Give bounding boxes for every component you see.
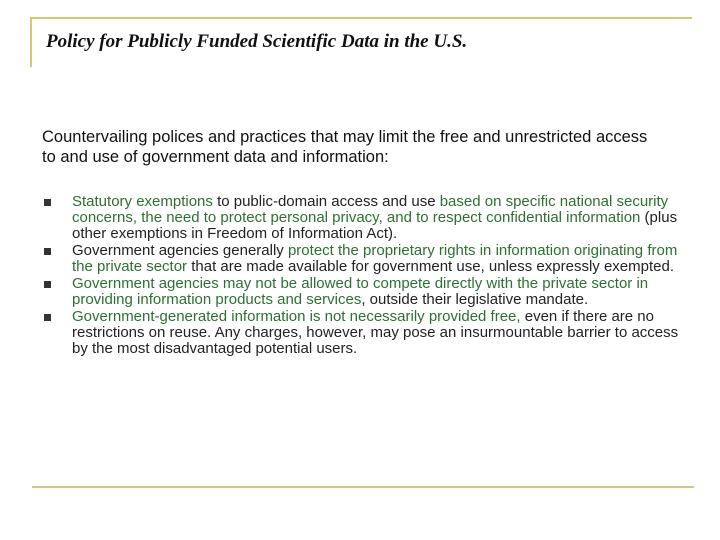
bullet-text: (plus other exemptions in Freedom of Information Act). <box>72 209 678 242</box>
square-bullet-icon <box>44 248 51 255</box>
bullet-text: Government agencies generally <box>72 242 288 259</box>
bullet-text: that are made available for government use, unless expressly exempted. <box>187 258 674 275</box>
title-accent-line-vertical <box>30 17 32 67</box>
bullet-text: even if there are no restrictions on reuse. Any charges, however, may pose an insurmountable barrier to access by the most disadvantaged potential users. <box>72 308 679 357</box>
bullet-highlight: protect the proprietary rights in information originating from the private sector <box>72 242 678 275</box>
title-accent-line-horizontal <box>30 17 692 19</box>
square-bullet-icon <box>44 314 51 321</box>
intro-text: Countervailing polices and practices that may limit the free and unrestricted access to and use of government data and information: <box>42 128 648 166</box>
bullet-text: to public-domain access and use <box>212 193 440 210</box>
bullet-highlight: based on specific national security concerns, the need to protect personal privacy, and to respect confidential information <box>72 193 669 226</box>
bullet-list <box>42 194 682 358</box>
bullet-highlight: Government agencies may not be allowed to compete directly with the private sector in providing information products and services <box>72 275 649 308</box>
bullet-item <box>42 194 682 242</box>
bullet-highlight: Statutory exemptions <box>72 193 213 210</box>
bullet-item <box>42 276 682 308</box>
square-bullet-icon <box>44 281 51 288</box>
bullet-text: , outside their legislative mandate. <box>361 291 589 308</box>
bullet-item <box>42 243 682 275</box>
bullet-highlight: Government-generated information is not necessarily provided free, <box>72 308 521 325</box>
square-bullet-icon <box>44 199 51 206</box>
bullet-item <box>42 309 682 357</box>
footer-divider <box>32 486 694 488</box>
slide-title: Policy for Publicly Funded Scientific Data in the U.S. <box>46 31 468 52</box>
